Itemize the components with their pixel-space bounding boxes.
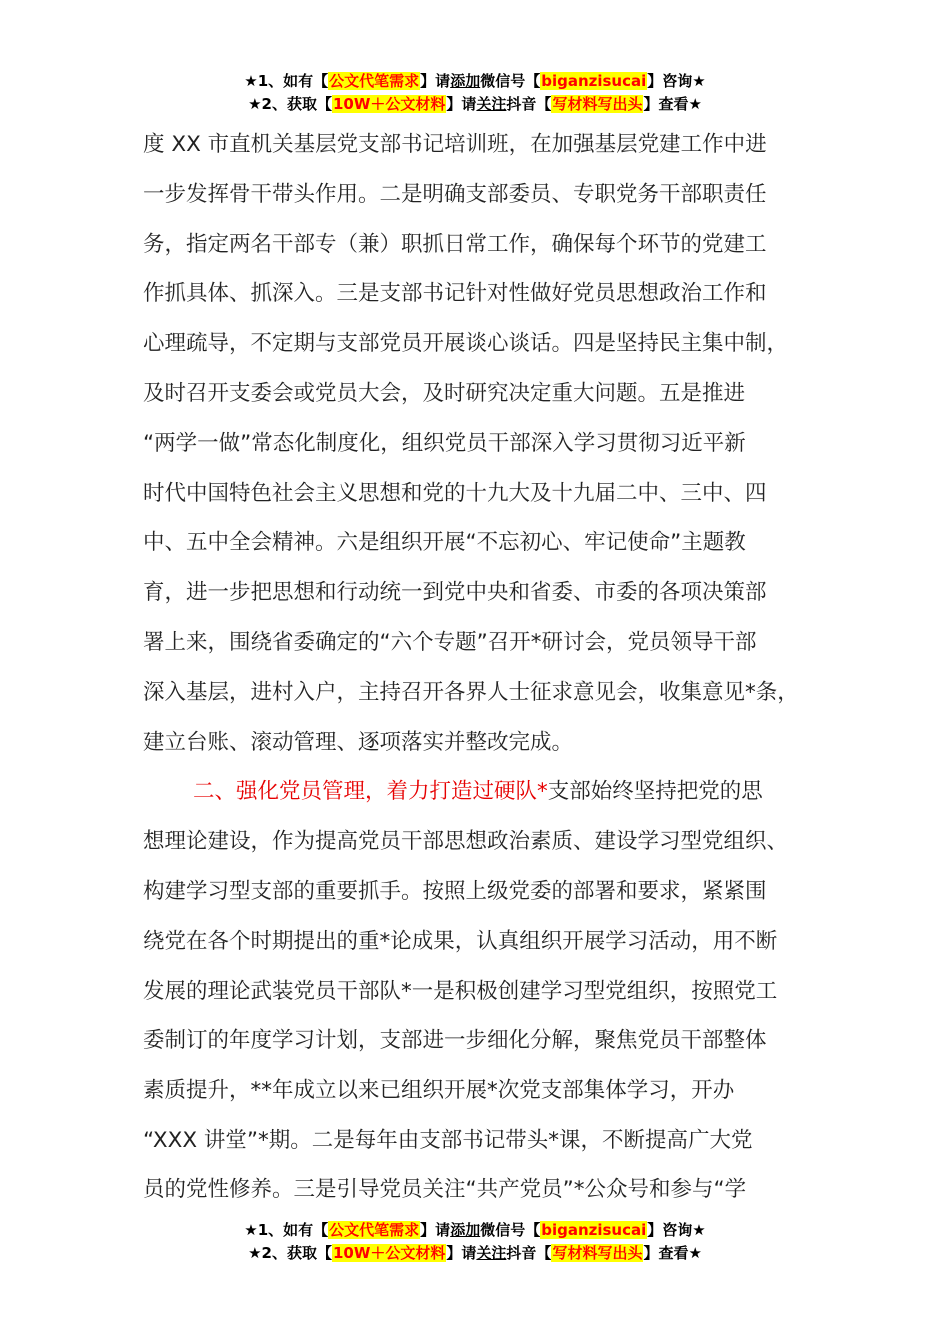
header-banner-line2 [0, 94, 950, 114]
banner-text: 抖音【 [506, 1244, 552, 1262]
body-line: “两学一做”常态化制度化，组织党员干部深入学习贯彻习近平新 [143, 431, 746, 456]
banner-text: ★2、获取【 [248, 95, 332, 113]
body-line: 员的党性修养。三是引导党员关注“共产党员”*公众号和参与“学 [143, 1177, 747, 1202]
section2-heading: 二、强化党员管理，着力打造过硬队* [193, 779, 548, 804]
body-line: 育，进一步把思想和行动统一到党中央和省委、市委的各项决策部 [143, 580, 767, 605]
banner-text: 】请 [420, 72, 451, 90]
body-line: 深入基层，进村入户，主持召开各界人士征求意见会，收集意见*条， [143, 680, 799, 705]
banner-text: 】咨询★ [647, 1221, 706, 1239]
banner-text: 】咨询★ [647, 72, 706, 90]
section2-first-line-rest: 支部始终坚持把党的思 [547, 779, 763, 804]
banner-underlined-follow: 关注 [476, 95, 507, 113]
body-line: 心理疏导，不定期与支部党员开展谈心谈话。四是坚持民主集中制， [143, 331, 789, 356]
banner-text: 微信号【 [480, 72, 541, 90]
banner-highlight-douyin: 写材料写出头 [552, 1244, 643, 1262]
body-line: 中、五中全会精神。六是组织开展“不忘初心、牢记使命”主题教 [143, 530, 746, 555]
body-line: 建立台账、滚动管理、逐项落实并整改完成。 [143, 730, 574, 755]
body-line: 绕党在各个时期提出的重*论成果，认真组织开展学习活动，用不断 [143, 929, 778, 954]
body-line: 作抓具体、抓深入。三是支部书记针对性做好党员思想政治工作和 [143, 281, 767, 306]
body-line: 一步发挥骨干带头作用。二是明确支部委员、专职党务干部职责任 [143, 182, 767, 207]
body-line: 务，指定两名干部专（兼）职抓日常工作，确保每个环节的党建工 [143, 232, 767, 257]
banner-text: 】请 [446, 1244, 477, 1262]
banner-text: 】请 [446, 95, 477, 113]
banner-text: ★2、获取【 [248, 1244, 332, 1262]
banner-underlined-follow: 关注 [476, 1244, 507, 1262]
body-line: “XXX 讲堂”*期。二是每年由支部书记带头*课，不断提高广大党 [143, 1128, 753, 1153]
banner-text: 】查看★ [643, 1244, 702, 1262]
section2-first-line [193, 778, 763, 806]
body-line: 及时召开支委会或党员大会，及时研究决定重大问题。五是推进 [143, 381, 746, 406]
banner-highlight-service: 公文代笔需求 [329, 72, 420, 90]
body-line: 时代中国特色社会主义思想和党的十九大及十九届二中、三中、四 [143, 481, 767, 506]
banner-highlight-materials: 10W＋公文材料 [332, 95, 446, 113]
footer-banner-line1 [0, 1220, 950, 1240]
banner-text: ★1、如有【 [244, 1221, 329, 1239]
banner-highlight-wechat-id: biganzisucai [541, 72, 647, 90]
body-line: 构建学习型支部的重要抓手。按照上级党委的部署和要求，紧紧围 [143, 879, 767, 904]
body-line: 署上来，围绕省委确定的“六个专题”召开*研讨会，党员领导干部 [143, 630, 757, 655]
banner-text: ★1、如有【 [244, 72, 329, 90]
banner-underlined-add: 添加 [450, 1221, 481, 1239]
body-line: 委制订的年度学习计划，支部进一步细化分解，聚焦党员干部整体 [143, 1028, 767, 1053]
banner-text: 抖音【 [506, 95, 552, 113]
banner-text: 】查看★ [643, 95, 702, 113]
body-line: 发展的理论武装党员干部队*一是积极创建学习型党组织，按照党工 [143, 979, 778, 1004]
banner-underlined-add: 添加 [450, 72, 481, 90]
banner-highlight-materials: 10W＋公文材料 [332, 1244, 446, 1262]
footer-banner-line2 [0, 1243, 950, 1263]
body-line: 想理论建设，作为提高党员干部思想政治素质、建设学习型党组织、 [143, 829, 789, 854]
banner-highlight-service: 公文代笔需求 [329, 1221, 420, 1239]
header-banner-line1 [0, 71, 950, 91]
body-line: 度 XX 市直机关基层党支部书记培训班，在加强基层党建工作中进 [143, 132, 767, 157]
banner-highlight-douyin: 写材料写出头 [552, 95, 643, 113]
banner-text: 】请 [420, 1221, 451, 1239]
body-line: 素质提升，**年成立以来已组织开展*次党支部集体学习，开办 [143, 1078, 735, 1103]
banner-text: 微信号【 [480, 1221, 541, 1239]
banner-highlight-wechat-id: biganzisucai [541, 1221, 647, 1239]
